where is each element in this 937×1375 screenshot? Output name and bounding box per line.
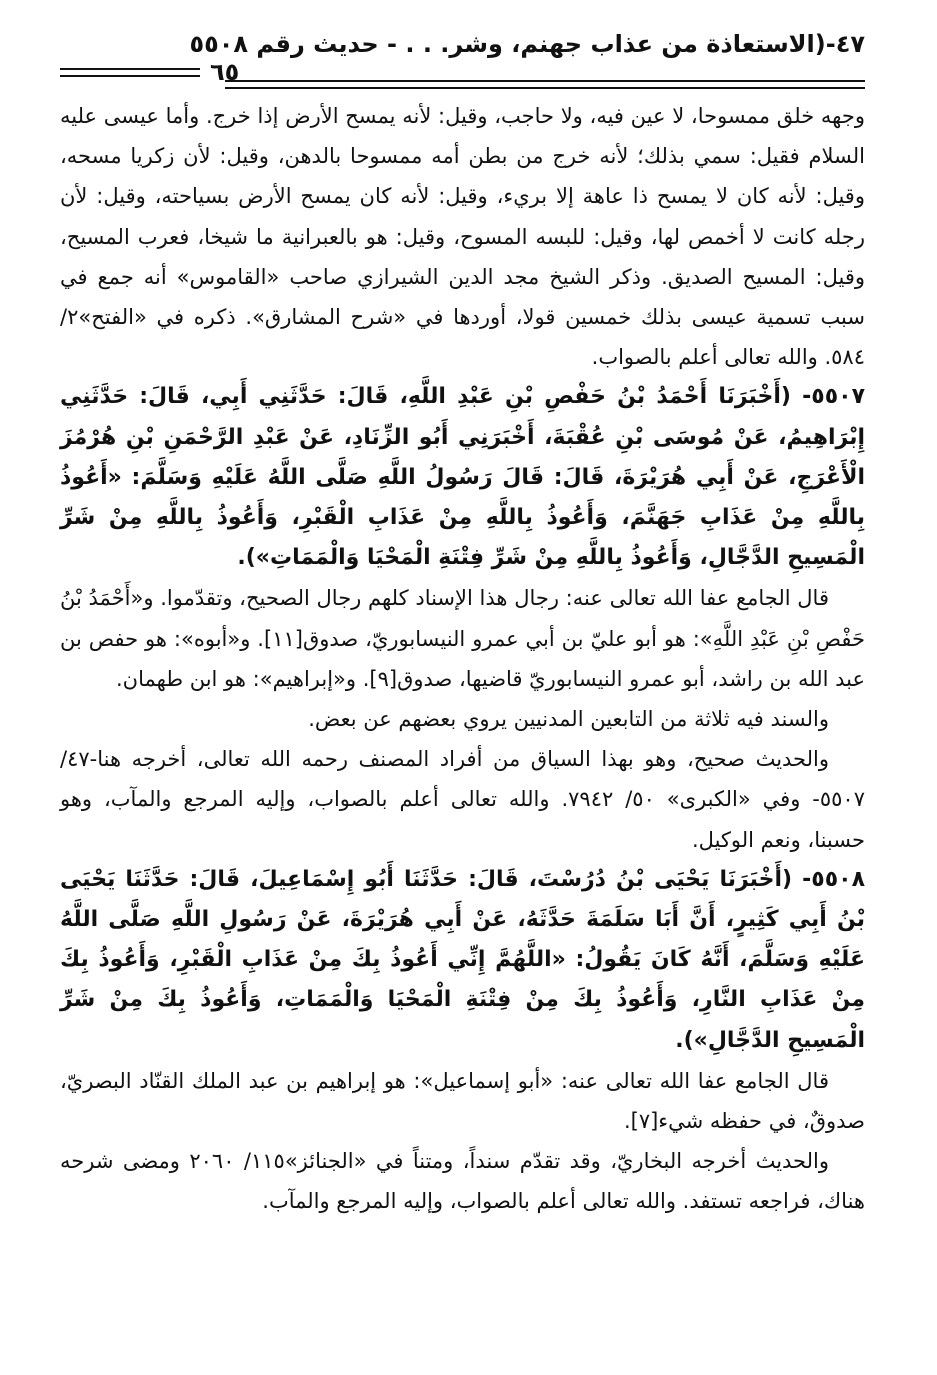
hadith-5507: ٥٥٠٧- (أَخْبَرَنَا أَحْمَدُ بْنُ حَفْصِ بْنِ عَبْدِ اللَّهِ، قَالَ: حَدَّثَنِي أَبِي، قَالَ: حَدَّثَنِي إِبْرَاهِيمُ، عَنْ مُوسَى بْنِ عُقْبَةَ، أَخْبَرَنِي أَبُو الزِّنَادِ، عَنْ عَبْدِ الرَّحْمَنِ بْنِ هُرْمُزَ الْأَعْرَجِ، عَنْ أَبِي هُرَيْرَةَ، قَالَ: قَالَ رَسُولُ اللَّهِ صَلَّى اللَّهُ عَلَيْهِ وَسَلَّمَ: «أَعُوذُ بِاللَّهِ مِنْ عَذَابِ جَهَنَّمَ، وَأَعُوذُ بِاللَّهِ مِنْ عَذَابِ الْقَبْرِ، وَأَعُوذُ بِاللَّهِ مِنْ شَرِّ الْمَسِيحِ الدَّجَّالِ، وَأَعُوذُ بِاللَّهِ مِنْ شَرِّ فِتْنَةِ الْمَحْيَا وَالْمَمَاتِ»). <box>60 384 865 571</box>
page-body <box>60 96 865 1222</box>
page-header <box>60 30 865 96</box>
page-number: ٦٥ <box>210 58 240 86</box>
paragraph-takhrij-5507: والحديث صحيح، وهو بهذا السياق من أفراد المصنف رحمه الله تعالى، أخرجه هنا-٤٧/ ٥٥٠٧- وفي «الكبرى» ٥٠/ ٧٩٤٢. والله تعالى أعلم بالصواب، وإليه المرجع والمآب، وهو حسبنا، ونعم الوكيل. <box>60 747 865 852</box>
paragraph-sanad-note: والسند فيه ثلاثة من التابعين المدنيين يروي بعضهم عن بعض. <box>308 707 829 732</box>
running-header-title: ٤٧-(الاستعاذة من عذاب جهنم، وشر. . . - حديث رقم ٥٥٠٨ <box>189 30 865 58</box>
hadith-5508: ٥٥٠٨- (أَخْبَرَنَا يَحْيَى بْنُ دُرُسْتَ، قَالَ: حَدَّثَنَا أَبُو إِسْمَاعِيلَ، قَالَ: حَدَّثَنَا يَحْيَى بْنُ أَبِي كَثِيرٍ، أَنَّ أَبَا سَلَمَةَ حَدَّثَهُ، عَنْ أَبِي هُرَيْرَةَ، عَنْ رَسُولِ اللَّهِ صَلَّى اللَّهُ عَلَيْهِ وَسَلَّمَ، أَنَّهُ كَانَ يَقُولُ: «اللَّهُمَّ إِنِّي أَعُوذُ بِكَ مِنْ عَذَابِ الْقَبْرِ، وَأَعُوذُ بِكَ مِنْ عَذَابِ النَّارِ، وَأَعُوذُ بِكَ مِنْ فِتْنَةِ الْمَحْيَا وَالْمَمَاتِ، وَأَعُوذُ بِكَ مِنْ شَرِّ الْمَسِيحِ الدَّجَّالِ»). <box>60 866 865 1053</box>
header-rule-left <box>60 68 200 77</box>
header-rule-right <box>225 80 865 89</box>
paragraph-commentary-1: وجهه خلق ممسوحا، لا عين فيه، ولا حاجب، وقيل: لأنه يمسح الأرض إذا خرج. وأما عيسى عليه السلام فقيل: سمي بذلك؛ لأنه خرج من بطن أمه ممسوحا بالدهن، وقيل: لأن زكريا مسحه، وقيل: لأنه كان لا يمسح ذا عاهة إلا بريء، وقيل: لأنه كان يمسح الأرض بسياحته، وقيل: لأن رجله كانت لا أخمص لها، وقيل: للبسه المسوح، وقيل: هو بالعبرانية ما شيخا، فعرب المسيح، وقيل: المسيح الصديق. وذكر الشيخ مجد الدين الشيرازي صاحب «القاموس» أنه جمع في سبب تسمية عيسى بذلك خمسين قولا، أوردها في «شرح المشارق». ذكره في «الفتح»٢/ ٥٨٤. والله تعالى أعلم بالصواب. <box>60 104 865 370</box>
paragraph-takhrij-5508: والحديث أخرجه البخاريّ، وقد تقدّم سنداً، ومتناً في «الجنائز»١١٥/ ٢٠٦٠ ومضى شرحه هناك، فراجعه تستفد. والله تعالى أعلم بالصواب، وإليه المرجع والمآب. <box>60 1149 865 1214</box>
paragraph-narrators-5507: قال الجامع عفا الله تعالى عنه: رجال هذا الإسناد كلهم رجال الصحيح، وتقدّموا. و«أَحْمَدُ بْنُ حَفْصِ بْنِ عَبْدِ اللَّهِ»: هو أبو عليّ بن أبي عمرو النيسابوريّ، صدوق[١١]. و«أبوه»: هو حفص بن عبد الله بن راشد، أبو عمرو النيسابوريّ قاضيها، صدوق[٩]. و«إبراهيم»: هو ابن طهمان. <box>60 586 865 691</box>
paragraph-narrators-5508: قال الجامع عفا الله تعالى عنه: «أبو إسماعيل»: هو إبراهيم بن عبد الملك القنّاد البصريّ، صدوقٌ، في حفظه شيء[٧]. <box>60 1068 865 1134</box>
